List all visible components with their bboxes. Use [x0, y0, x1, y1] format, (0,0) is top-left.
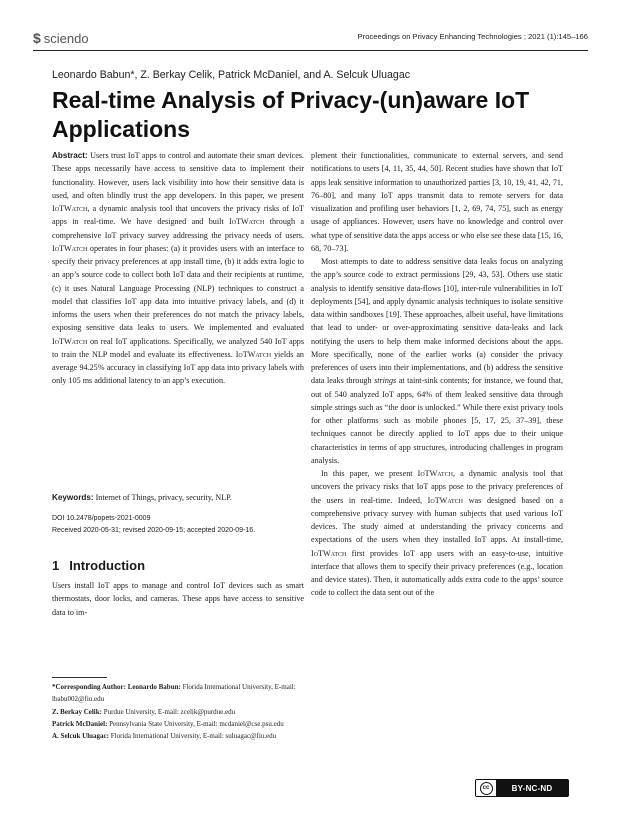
keywords — [52, 491, 304, 504]
tool-name: IoTWatch — [311, 548, 347, 558]
sciendo-s-icon: $ — [33, 30, 41, 46]
right-column — [311, 149, 563, 600]
page-header — [33, 30, 588, 48]
creative-commons-icon: cc — [476, 780, 496, 796]
tool-name: IoTWatch — [427, 495, 464, 505]
license-label: BY-NC-ND — [496, 780, 568, 796]
tool-name: IoTWatch — [417, 469, 453, 478]
tool-name: IoTWatch — [52, 243, 88, 253]
tool-name: IoTWatch — [235, 349, 272, 359]
tool-name: IoTWatch — [52, 204, 88, 213]
tool-name: IoTWatch — [52, 336, 88, 346]
keywords-label: Keywords: — [52, 493, 94, 502]
paper-title: Real-time Analysis of Privacy-(un)aware IoT Applications — [52, 87, 530, 142]
header-rule — [33, 50, 588, 51]
received-dates: Received 2020-05-31; revised 2020-09-15; accepted 2020-09-16. — [52, 527, 256, 534]
doi: DOI 10.2478/popets-2021-0009 — [52, 515, 151, 522]
paragraph: In this paper, we present IoTWatch, a dynamic analysis tool that uncovers the privacy risks that IoT apps pose to the privacy preferences of the users in real-time. Indeed, IoTWatch was designed based on a comprehensive privacy survey with human subjects that used various IoT devices. The study aimed at understanding the privacy concerns and expectations of the users when they installed IoT apps. At install-time, IoTWatch first provides IoT app users with an easy-to-use, intuitive interface that allows them to specify their privacy preferences (e.g., location and device states). Then, it automatically adds extra code to the apps’ source code to collect the data sent out of the — [311, 469, 563, 598]
section-number: 1 — [52, 558, 60, 573]
paragraph: plement their functionalities, communicate to external servers, and send notifications to users [4, 11, 35, 44, 50]. Recent studies have shown that IoT apps leak sensitive information to unauthorized parties [3, 10, 19, 41, 42, 71, 76–80], and many IoT apps transmit data to remote servers for data visualization and profiling user behaviors [1, 2, 69, 74, 75], such as energy usage of appliances. However, users have no knowledge and control over what type of sensitive data the apps access or who else see these data [15, 16, 68, 70–73]. — [311, 151, 563, 253]
abstract: Abstract: Users trust IoT apps to control and automate their smart devices. These apps necessarily have access to sensitive data to implement their functionality. However, users lack visibility into how their sensitive data is used, and often blindly trust the app developers. In this paper, we present IoTWatch, a dynamic analysis tool that uncovers the privacy risks of IoT apps in real-time. We have designed and built IoTWatch through a comprehensive IoT privacy survey addressing the privacy needs of users. IoTWatch operates in four phases: (a) it provides users with an interface to specify their privacy preferences at app install time, (b) it adds extra logic to an app’s source code to collect both IoT data and their recipients at runtime, (c) it uses Natural Language Processing (NLP) techniques to construct a model that classifies IoT app data into intuitive privacy labels, and (d) it informs the users when their preferences do not match the privacy labels, exposing sensitive data leaks to users. We implemented and evaluated IoTWatch on real IoT applications. Specifically, we analyzed 540 IoT apps to train the NLP model and evaluate its effectiveness. IoTWatch yields an average 94.25% accuracy in classifying IoT app data into privacy labels with only 105 ms additional latency to an app’s execution. — [52, 151, 305, 386]
footnote: Z. Berkay Celik: Purdue University, E-mail: zcelik@purdue.edu — [52, 707, 236, 716]
footnotes — [52, 681, 304, 742]
license-badge[interactable] — [475, 779, 569, 797]
footnote: Patrick McDaniel: Pennsylvania State University, E-mail: mcdaniel@cse.psu.edu — [52, 719, 284, 728]
publisher-logo — [33, 30, 89, 46]
section-title: Introduction — [69, 558, 146, 573]
author-list: Leonardo Babun*, Z. Berkay Celik, Patrick McDaniel, and A. Selcuk Uluagac — [52, 69, 411, 81]
footnote: *Corresponding Author: Leonardo Babun: Florida International University, E-mail: lbabu002@fiu.edu — [52, 683, 296, 704]
publisher-name: sciendo — [43, 30, 89, 46]
intro-paragraph: Users install IoT apps to manage and control IoT devices such as smart thermostats, door locks, and cameras. These apps have access to sensitive data to im- — [52, 581, 304, 617]
tool-name: IoTWatch — [229, 217, 265, 227]
footnote: A. Selcuk Uluagac: Florida International University, E-mail: suluagac@fiu.edu — [52, 732, 277, 741]
section-heading — [52, 558, 145, 573]
footnote-rule — [52, 677, 107, 678]
abstract-label: Abstract: — [52, 151, 88, 160]
journal-citation: Proceedings on Privacy Enhancing Technologies ; 2021 (1):145–166 — [357, 32, 588, 41]
paragraph: Most attempts to date to address sensitive data leaks focus on analyzing the app’s source code to extract permissions [29, 43, 53]. Others use static analysis to identify sensitive data-flows [10], inter-rule vulnerabilities in IoT deployments [54], and apply dynamic analysis techniques to isolate sensitive data within sandboxes [19]. These approaches, albeit useful, have limitations that lead to under- or over-approximating sensitive data-leaks and lack notifying the users to help them make informed decisions about the apps. More specifically, none of the earlier works (a) consider the privacy preferences of users into their implementations, and (b) address the sensitive data leaks through strings at taint-sink contents; for instance, we found that, out of 540 analyzed IoT apps, 64% of them leaked sensitive data through simple strings such as “the door is unlocked.” While there exist privacy tools for other platforms such as mobile phones [5, 17, 25, 37–39], these techniques cannot be directly applied to IoT apps due to their unique characteristics in terms of app structures, introducing challenges in program analysis. — [311, 257, 563, 465]
keywords-text: Internet of Things, privacy, security, NLP. — [95, 493, 232, 502]
